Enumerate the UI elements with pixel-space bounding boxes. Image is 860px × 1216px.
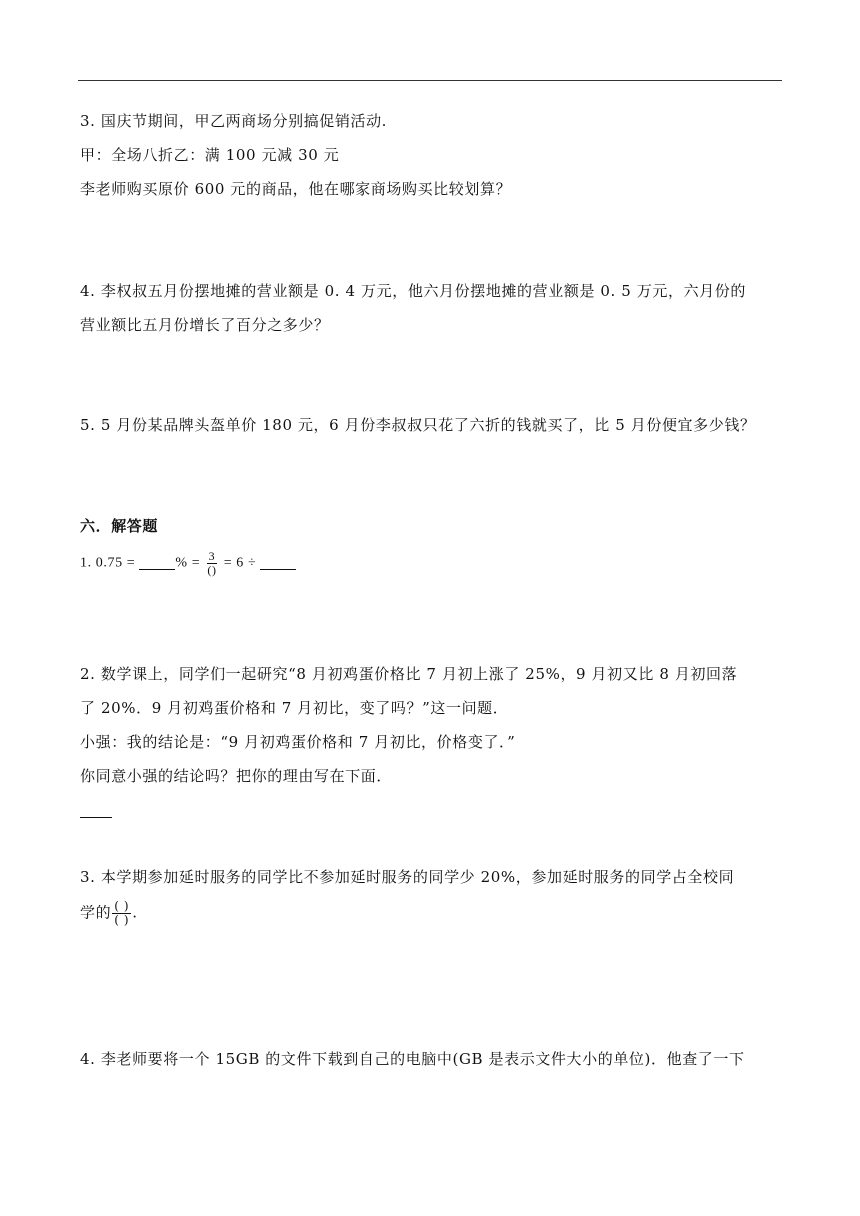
q4-line2: 营业额比五月份增长了百分之多少？ [80, 316, 330, 334]
q3-line1: 3. 国庆节期间，甲乙两商场分别搞促销活动. [80, 112, 388, 130]
header-rule [78, 80, 782, 81]
q1-eq: = 6 ÷ [223, 555, 257, 571]
q1-frac-num: 3 [208, 549, 216, 563]
q3b-fraction [112, 900, 131, 927]
q1-prefix: 1. 0.75 = [80, 555, 136, 571]
q3b-frac-num: ( ) [114, 899, 130, 913]
q1-equation [80, 550, 296, 577]
q4b-line1: 4. 李老师要将一个 15GB 的文件下载到自己的电脑中(GB 是表示文件大小的单位)．他查了一下 [80, 1050, 745, 1068]
q3-line2: 甲：全场八折乙：满 100 元减 30 元 [80, 146, 340, 164]
q1-fraction [205, 550, 218, 577]
q2-line3: 小强：我的结论是：“9 月初鸡蛋价格和 7 月初比，价格变了．” [80, 733, 516, 751]
q3b-prefix: 学的 [80, 903, 112, 922]
answer-blank-2[interactable] [260, 555, 296, 570]
q3b-line2 [80, 900, 138, 927]
section-title: 六．解答题 [80, 517, 159, 535]
q2-line2: 了 20%．9 月初鸡蛋价格和 7 月初比，变了吗？”这一问题． [80, 699, 509, 717]
q3b-frac-den: ( ) [114, 913, 130, 927]
q3-line3: 李老师购买原价 600 元的商品，他在哪家商场购买比较划算？ [80, 180, 512, 198]
q3b-suffix: . [132, 903, 138, 922]
q4-line1: 4. 李权叔五月份摆地摊的营业额是 0. 4 万元，他六月份摆地摊的营业额是 0. 5 万元，六月份的 [80, 282, 747, 300]
q3b-line1: 3. 本学期参加延时服务的同学比不参加延时服务的同学少 20%，参加延时服务的同学占全校同 [80, 868, 735, 886]
q5-line1: 5. 5 月份某品牌头盔单价 180 元，6 月份李叔叔只花了六折的钱就买了，比 5 月份便宜多少钱？ [80, 416, 756, 434]
answer-blank-1[interactable] [139, 555, 175, 570]
answer-line[interactable] [80, 817, 112, 818]
q1-percent: % = [175, 555, 201, 571]
q2-line1: 2. 数学课上，同学们一起研究“8 月初鸡蛋价格比 7 月初上涨了 25%，9 月初又比 8 月初回落 [80, 665, 738, 683]
q2-line4: 你同意小强的结论吗？把你的理由写在下面． [80, 767, 393, 785]
q1-frac-den: () [207, 563, 217, 577]
